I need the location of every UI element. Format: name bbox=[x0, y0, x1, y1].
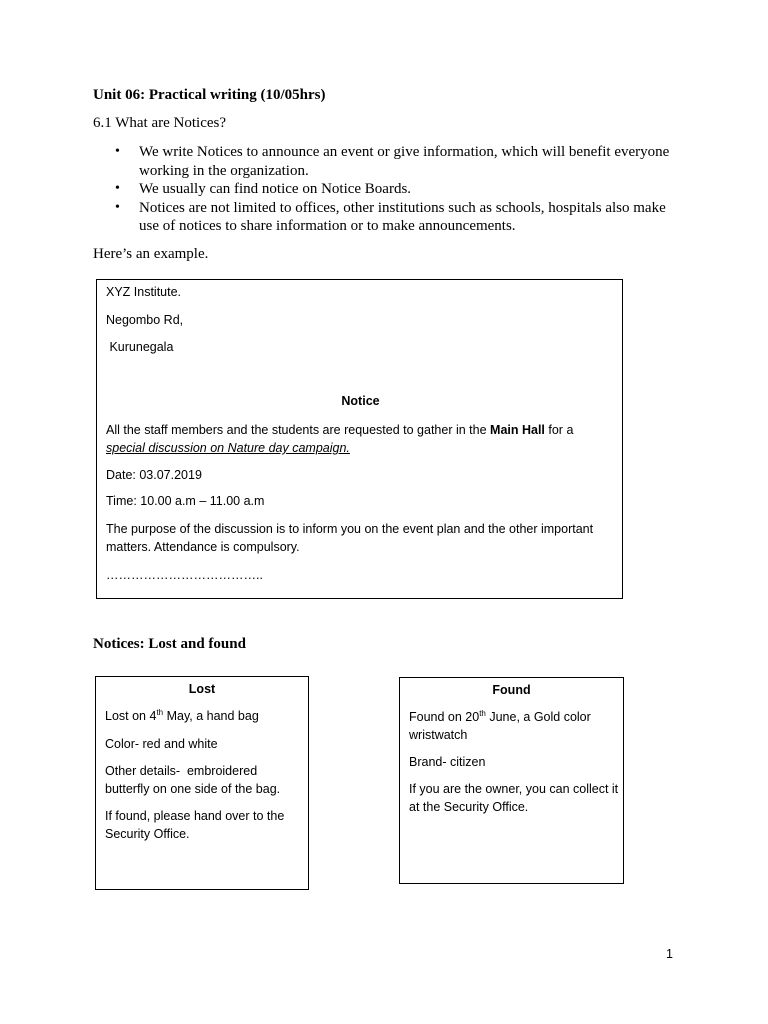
found-instruction: If you are the owner, you can collect it at the Security Office. bbox=[409, 782, 619, 814]
lost-color: Color- red and white bbox=[105, 737, 218, 751]
bullet-item: • Notices are not limited to offices, other institutions such as schools, hospitals also make use of notices to share information or to make announcements. bbox=[111, 199, 671, 236]
found-date-suffix: th bbox=[479, 709, 486, 718]
notice-address-line2: Negombo Rd, bbox=[106, 313, 184, 327]
notice-time: Time: 10.00 a.m – 11.00 a.m bbox=[106, 494, 265, 508]
notice-signature-dots: ……………………………….. bbox=[106, 568, 263, 582]
lost-item-line bbox=[105, 707, 305, 725]
lost-found-heading: Notices: Lost and found bbox=[93, 636, 246, 652]
bullet-item: • We write Notices to announce an event or give information, which will benefit everyone working in the organization. bbox=[111, 143, 671, 180]
lost-item-text: May, a hand bag bbox=[163, 709, 259, 723]
notice-body-text: All the staff members and the students are requested to gather in the bbox=[106, 423, 491, 437]
notice-main-hall: Main Hall bbox=[490, 423, 545, 437]
found-title: Found bbox=[492, 683, 531, 697]
lost-title: Lost bbox=[188, 682, 216, 696]
notice-body bbox=[106, 421, 611, 457]
lost-date-suffix: th bbox=[156, 708, 164, 717]
notice-body-text: for a bbox=[544, 423, 574, 437]
notice-example-box bbox=[96, 279, 623, 599]
lost-notice-card bbox=[95, 676, 309, 890]
notice-address-line1: XYZ Institute. bbox=[106, 285, 182, 299]
found-item-line bbox=[409, 708, 619, 744]
notice-event-name: special discussion on Nature day campaign. bbox=[106, 441, 350, 455]
page-number: 1 bbox=[666, 947, 673, 961]
example-intro: Here’s an example. bbox=[93, 246, 209, 262]
found-item-text: June, a Gold color wristwatch bbox=[409, 710, 591, 742]
notice-address-line3: Kurunegala bbox=[106, 340, 174, 354]
unit-title: Unit 06: Practical writing (10/05hrs) bbox=[93, 87, 326, 103]
lost-instruction: If found, please hand over to the Security Office. bbox=[105, 809, 285, 841]
found-item-text: Found on 20 bbox=[409, 710, 480, 724]
notice-date: Date: 03.07.2019 bbox=[106, 468, 202, 482]
found-notice-card bbox=[399, 677, 624, 884]
lost-details: Other details- embroidered butterfly on one side of the bag. bbox=[105, 764, 281, 796]
notice-purpose: The purpose of the discussion is to inform you on the event plan and the other important matters. Attendance is compulsory. bbox=[106, 522, 594, 554]
lost-item-text: Lost on 4 bbox=[105, 709, 157, 723]
found-brand: Brand- citizen bbox=[409, 755, 486, 769]
bullet-list bbox=[111, 143, 671, 236]
bullet-item: • We usually can find notice on Notice Boards. bbox=[111, 180, 671, 199]
notice-title: Notice bbox=[341, 394, 380, 408]
section-heading: 6.1 What are Notices? bbox=[93, 115, 227, 131]
